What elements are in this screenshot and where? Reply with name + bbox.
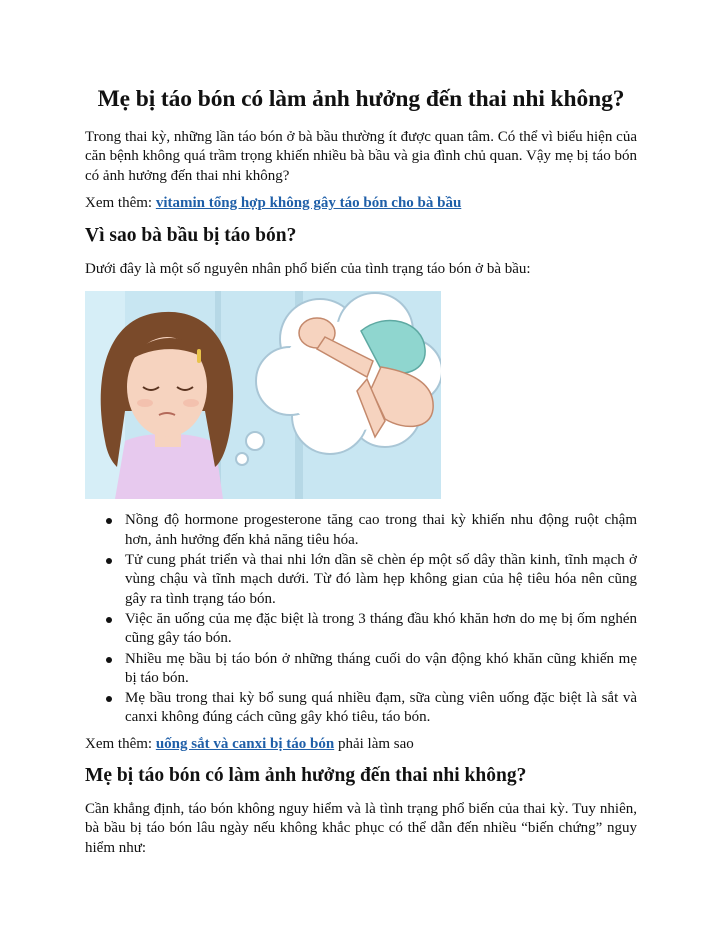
- article-title: Mẹ bị táo bón có làm ảnh hưởng đến thai nhi không?: [97, 86, 625, 112]
- see-also-2-link[interactable]: uống sắt và canxi bị táo bón: [155, 735, 335, 752]
- woman-figure: [101, 312, 233, 499]
- section-2-heading: Mẹ bị táo bón có làm ảnh hưởng đến thai nhi không?: [85, 765, 527, 787]
- bullet-icon: [106, 696, 112, 702]
- see-also-2-prefix: Xem thêm:: [85, 735, 156, 752]
- list-item: [125, 511, 637, 550]
- see-also-1-prefix: Xem thêm:: [85, 194, 156, 211]
- list-item-text: Việc ăn uống của mẹ đặc biệt là trong 3 tháng đầu khó khăn hơn do mẹ bị ốm nghén cũng gây táo bón.: [125, 610, 637, 647]
- causes-list: [85, 511, 637, 727]
- bullet-icon: [106, 518, 112, 524]
- list-item: [125, 610, 637, 649]
- bullet-icon: [106, 657, 112, 663]
- hair-clip: [197, 349, 201, 363]
- bullet-icon: [106, 558, 112, 564]
- section-1-lead: Dưới đây là một số nguyên nhân phổ biến của tình trạng táo bón ở bà bầu:: [85, 261, 531, 278]
- intro-paragraph: Trong thai kỳ, những lần táo bón ở bà bầu thường ít được quan tâm. Có thể vì biểu hiện của căn bệnh không quá trầm trọng khiến nhiều bà bầu và gia đình chủ quan. Vậy mẹ bị táo bón có ảnh hưởng đến thai nhi không?: [85, 129, 637, 184]
- article-body: [85, 84, 637, 858]
- see-also-2-suffix: phải làm sao: [334, 735, 414, 752]
- constipation-illustration: [85, 291, 441, 499]
- list-item-text: Nồng độ hormone progesterone tăng cao trong thai kỳ khiến nhu động ruột chậm hơn, ảnh hưởng đến khả năng tiêu hóa.: [125, 512, 637, 548]
- list-item-text: Tử cung phát triển và thai nhi lớn dần sẽ chèn ép một số dây thần kinh, tĩnh mạch ở vùng chậu và tĩnh mạch dưới. Từ đó làm hẹp không gian của hệ tiêu hóa nên cũng gây ra tình trạng táo bón.: [125, 552, 637, 607]
- bullet-icon: [106, 617, 112, 623]
- list-item: [125, 689, 637, 728]
- see-also-2: [85, 735, 637, 754]
- see-also-1: [85, 194, 637, 213]
- see-also-1-link[interactable]: vitamin tổng hợp không gây táo bón cho bà bầu: [155, 194, 462, 211]
- list-item-text: Nhiều mẹ bầu bị táo bón ở những tháng cuối do vận động khó khăn cũng khiến mẹ bị táo bón.: [125, 650, 637, 686]
- section-1-heading: Vì sao bà bầu bị táo bón?: [85, 225, 297, 247]
- list-item: [125, 650, 637, 689]
- list-item: [125, 551, 637, 609]
- section-2-body: Cần khẳng định, táo bón không nguy hiểm và là tình trạng phổ biến của thai kỳ. Tuy nhiên, bà bầu bị táo bón lâu ngày nếu không khắc phục có thể dẫn đến nhiều “biến chứng” nguy hiểm như:: [85, 801, 637, 856]
- list-item-text: Mẹ bầu trong thai kỳ bổ sung quá nhiều đạm, sữa cùng viên uống đặc biệt là sắt và canxi không đúng cách cũng gây khó tiêu, táo bón.: [125, 690, 637, 726]
